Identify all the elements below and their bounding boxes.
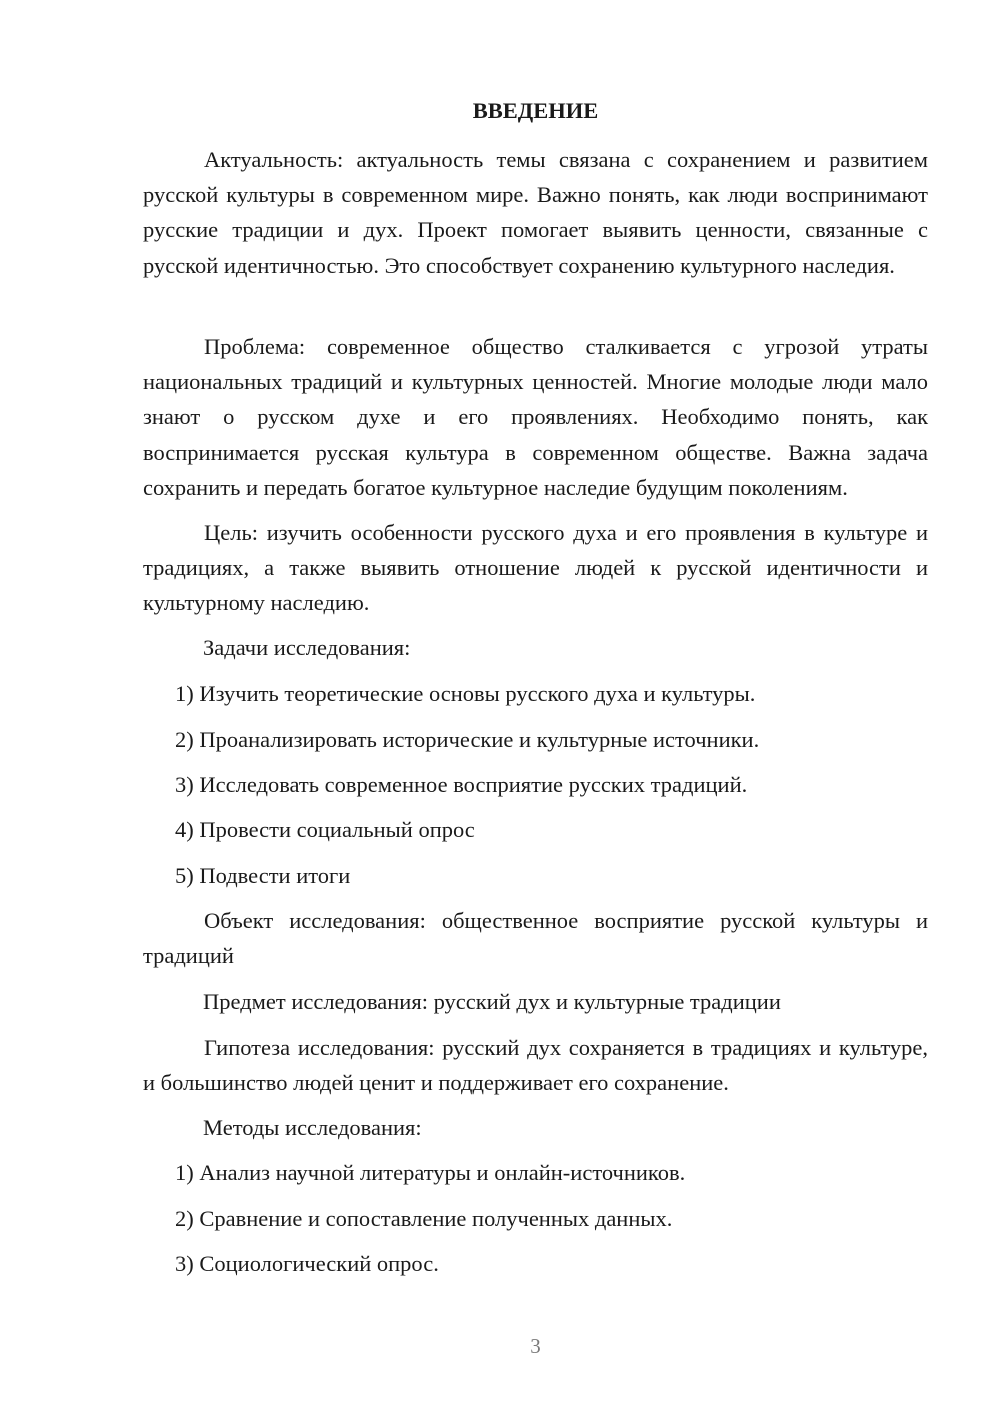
relevance-paragraph: Актуальность: актуальность темы связана с сохранением и развитием русской культуры в современном мире. Важно понять, как люди воспринимают русские традиции и дух. Проект помогает выявить ценности, связанные с русской идентичностью. Это способствует сохранению культурного наследия.	[143, 147, 928, 278]
tasks-heading: Задачи исследования:	[203, 635, 411, 660]
task-item: 1) Изучить теоретические основы русского духа и культуры.	[175, 681, 756, 706]
method-item: 2) Сравнение и сопоставление полученных данных.	[175, 1206, 673, 1231]
method-item: 1) Анализ научной литературы и онлайн-источников.	[175, 1160, 686, 1185]
document-page	[143, 0, 928, 1414]
task-item: 4) Провести социальный опрос	[175, 817, 475, 842]
hypothesis-paragraph: Гипотеза исследования: русский дух сохраняется в традициях и культуре, и большинство людей ценит и поддерживает его сохранение.	[143, 1035, 928, 1096]
task-item: 3) Исследовать современное восприятие русских традиций.	[175, 772, 748, 797]
method-item: 3) Социологический опрос.	[175, 1251, 439, 1276]
object-paragraph: Объект исследования: общественное восприятие русской культуры и традиций	[143, 908, 928, 969]
page-title: ВВЕДЕНИЕ	[472, 98, 599, 123]
methods-heading: Методы исследования:	[203, 1115, 422, 1140]
problem-paragraph: Проблема: современное общество сталкивается с угрозой утраты национальных традиций и культурных ценностей. Многие молодые люди мало знают о русском духе и его проявлениях. Необходимо понять, как воспринимается русская культура в современном обществе. Важна задача сохранить и передать богатое культурное наследие будущим поколениям.	[143, 334, 928, 500]
subject-line: Предмет исследования: русский дух и культурные традиции	[203, 989, 781, 1014]
goal-paragraph: Цель: изучить особенности русского духа и его проявления в культуре и традициях, а также выявить отношение людей к русской идентичности и культурному наследию.	[143, 520, 928, 616]
task-item: 5) Подвести итоги	[175, 863, 351, 888]
page-number: 3	[530, 1334, 541, 1358]
task-item: 2) Проанализировать исторические и культурные источники.	[175, 727, 760, 752]
